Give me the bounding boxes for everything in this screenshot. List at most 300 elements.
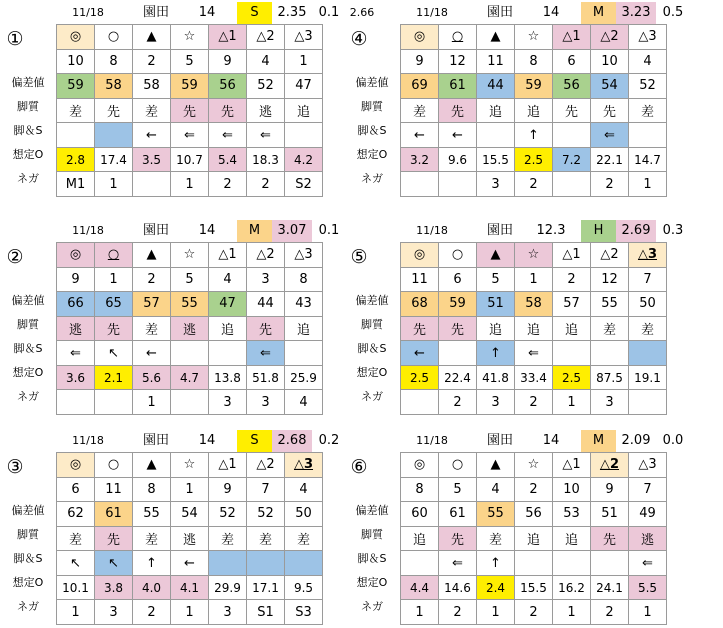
race-number: ② bbox=[6, 246, 24, 268]
row-label: 偏差値 bbox=[355, 504, 389, 517]
row-label: 脚質 bbox=[17, 100, 39, 113]
race-venue: 園田 bbox=[142, 433, 169, 448]
race-header bbox=[400, 430, 720, 452]
negative-cell: 3 bbox=[477, 172, 515, 197]
mark-cell: △1 bbox=[553, 453, 591, 478]
min-value: 0.5 bbox=[662, 5, 684, 20]
leg-speed-cell: ← bbox=[401, 341, 439, 366]
horse-number-cell: 1 bbox=[95, 267, 133, 292]
leg-speed-cell: ↑ bbox=[133, 551, 171, 576]
leg-speed-cell bbox=[171, 341, 209, 366]
running-style-cell: 追 bbox=[209, 316, 247, 341]
score-cell: 52 bbox=[629, 74, 667, 99]
field-size: 14 bbox=[198, 5, 216, 20]
running-style-cell: 追 bbox=[285, 316, 323, 341]
race-grade: S bbox=[237, 2, 272, 24]
horse-number-cell: 2 bbox=[133, 49, 171, 74]
score-cell: 62 bbox=[57, 502, 95, 527]
mark-cell: △3 bbox=[285, 243, 323, 268]
mark-cell: ○ bbox=[95, 243, 133, 268]
expected-odds-cell: 87.5 bbox=[591, 365, 629, 390]
race-grade: M bbox=[581, 430, 616, 452]
expected-odds-cell: 2.1 bbox=[95, 365, 133, 390]
score-cell: 57 bbox=[553, 292, 591, 317]
score-cell: 58 bbox=[95, 74, 133, 99]
expected-odds-cell: 3.2 bbox=[401, 147, 439, 172]
row-label: ネガ bbox=[361, 390, 383, 403]
running-style-cell: 差 bbox=[209, 526, 247, 551]
expected-odds-cell: 3.6 bbox=[57, 365, 95, 390]
mark-cell: △2 bbox=[247, 453, 285, 478]
leg-speed-cell: ← bbox=[439, 123, 477, 148]
min-value: 0.1 bbox=[318, 5, 340, 20]
horse-number-cell: 11 bbox=[95, 477, 133, 502]
running-style-cell: 追 bbox=[515, 98, 553, 123]
expected-odds-cell: 2.5 bbox=[401, 365, 439, 390]
row-label: 脚質 bbox=[361, 318, 383, 331]
extra-value bbox=[689, 220, 723, 242]
running-style-cell: 差 bbox=[57, 98, 95, 123]
negative-cell bbox=[401, 172, 439, 197]
min-value: 0.3 bbox=[662, 223, 684, 238]
mark-cell: ▲ bbox=[477, 25, 515, 50]
score-cell: 55 bbox=[171, 292, 209, 317]
running-style-cell: 差 bbox=[133, 316, 171, 341]
odds-value: 2.68 bbox=[272, 430, 312, 452]
leg-speed-cell bbox=[553, 123, 591, 148]
score-cell: 57 bbox=[133, 292, 171, 317]
score-cell: 58 bbox=[133, 74, 171, 99]
expected-odds-cell: 41.8 bbox=[477, 365, 515, 390]
mark-cell: ☆ bbox=[171, 453, 209, 478]
leg-speed-cell: ← bbox=[401, 123, 439, 148]
mark-cell: ◎ bbox=[57, 243, 95, 268]
running-style-cell: 差 bbox=[591, 316, 629, 341]
horse-number-cell: 4 bbox=[247, 49, 285, 74]
mark-cell: △3 bbox=[629, 453, 667, 478]
expected-odds-cell: 13.8 bbox=[209, 365, 247, 390]
negative-cell: 2 bbox=[439, 390, 477, 415]
race-number: ⑤ bbox=[350, 246, 368, 268]
score-cell: 69 bbox=[401, 74, 439, 99]
score-cell: 59 bbox=[171, 74, 209, 99]
mark-cell: ○ bbox=[95, 25, 133, 50]
horse-number-cell: 7 bbox=[629, 477, 667, 502]
race-number: ⑥ bbox=[350, 456, 368, 478]
expected-odds-cell: 10.1 bbox=[57, 575, 95, 600]
expected-odds-cell: 9.6 bbox=[439, 147, 477, 172]
negative-cell: 4 bbox=[285, 390, 323, 415]
score-cell: 54 bbox=[591, 74, 629, 99]
leg-speed-cell bbox=[209, 341, 247, 366]
min-value: 0.2 bbox=[318, 433, 340, 448]
expected-odds-cell: 2.4 bbox=[477, 575, 515, 600]
score-cell: 56 bbox=[209, 74, 247, 99]
leg-speed-cell: ← bbox=[133, 341, 171, 366]
running-style-cell: 先 bbox=[95, 526, 133, 551]
race-grid bbox=[400, 242, 667, 415]
horse-number-cell: 11 bbox=[477, 49, 515, 74]
negative-cell: M1 bbox=[57, 172, 95, 197]
running-style-cell: 先 bbox=[591, 98, 629, 123]
running-style-cell: 先 bbox=[95, 316, 133, 341]
leg-speed-cell bbox=[285, 551, 323, 576]
score-cell: 52 bbox=[247, 502, 285, 527]
race-date: 11/18 bbox=[72, 224, 104, 237]
negative-cell: 1 bbox=[95, 172, 133, 197]
row-label: ネガ bbox=[17, 390, 39, 403]
race-grid bbox=[400, 452, 667, 625]
expected-odds-cell: 16.2 bbox=[553, 575, 591, 600]
mark-cell: ◎ bbox=[401, 453, 439, 478]
running-style-cell: 差 bbox=[401, 98, 439, 123]
horse-number-cell: 2 bbox=[515, 477, 553, 502]
expected-odds-cell: 33.4 bbox=[515, 365, 553, 390]
score-cell: 51 bbox=[591, 502, 629, 527]
horse-number-cell: 1 bbox=[285, 49, 323, 74]
expected-odds-cell: 5.5 bbox=[629, 575, 667, 600]
race-header bbox=[400, 2, 720, 24]
running-style-cell: 追 bbox=[515, 526, 553, 551]
negative-cell: 2 bbox=[515, 172, 553, 197]
negative-cell: 2 bbox=[515, 600, 553, 625]
score-cell: 51 bbox=[477, 292, 515, 317]
mark-cell: △2 bbox=[247, 25, 285, 50]
expected-odds-cell: 18.3 bbox=[247, 147, 285, 172]
running-style-cell: 先 bbox=[171, 98, 209, 123]
negative-cell: S3 bbox=[285, 600, 323, 625]
odds-value: 3.07 bbox=[272, 220, 312, 242]
running-style-cell: 差 bbox=[477, 526, 515, 551]
running-style-cell: 先 bbox=[553, 98, 591, 123]
mark-cell: △1 bbox=[553, 25, 591, 50]
race-panel bbox=[0, 2, 375, 198]
score-cell: 56 bbox=[553, 74, 591, 99]
race-header bbox=[400, 220, 720, 242]
leg-speed-cell: ↖ bbox=[57, 551, 95, 576]
expected-odds-cell: 17.4 bbox=[95, 147, 133, 172]
race-grid bbox=[56, 242, 323, 415]
leg-speed-cell: ⇐ bbox=[247, 123, 285, 148]
horse-number-cell: 10 bbox=[591, 49, 629, 74]
running-style-cell: 差 bbox=[133, 98, 171, 123]
horse-number-cell: 2 bbox=[553, 267, 591, 292]
mark-cell: ☆ bbox=[515, 243, 553, 268]
negative-cell: 1 bbox=[629, 600, 667, 625]
mark-cell: △3 bbox=[629, 243, 667, 268]
leg-speed-cell bbox=[591, 341, 629, 366]
race-grid bbox=[56, 24, 323, 197]
horse-number-cell: 1 bbox=[171, 477, 209, 502]
running-style-cell: 逃 bbox=[171, 316, 209, 341]
expected-odds-cell: 14.6 bbox=[439, 575, 477, 600]
score-cell: 50 bbox=[285, 502, 323, 527]
negative-cell bbox=[57, 390, 95, 415]
row-label: 偏差値 bbox=[11, 76, 45, 89]
row-label: 偏差値 bbox=[11, 294, 45, 307]
expected-odds-cell: 2.5 bbox=[553, 365, 591, 390]
horse-number-cell: 6 bbox=[439, 267, 477, 292]
negative-cell: 3 bbox=[95, 600, 133, 625]
score-cell: 49 bbox=[629, 502, 667, 527]
row-label: 偏差値 bbox=[11, 504, 45, 517]
running-style-cell: 先 bbox=[95, 98, 133, 123]
race-header bbox=[56, 430, 376, 452]
horse-number-cell: 5 bbox=[477, 267, 515, 292]
running-style-cell: 先 bbox=[439, 526, 477, 551]
race-venue: 園田 bbox=[486, 223, 513, 238]
leg-speed-cell: ↑ bbox=[477, 551, 515, 576]
negative-cell: 3 bbox=[209, 600, 247, 625]
expected-odds-cell: 19.1 bbox=[629, 365, 667, 390]
negative-cell: 3 bbox=[247, 390, 285, 415]
horse-number-cell: 5 bbox=[439, 477, 477, 502]
expected-odds-cell: 3.5 bbox=[133, 147, 171, 172]
negative-cell: 2 bbox=[439, 600, 477, 625]
mark-cell: △1 bbox=[209, 243, 247, 268]
race-date: 11/18 bbox=[72, 434, 104, 447]
score-cell: 60 bbox=[401, 502, 439, 527]
negative-cell: 2 bbox=[591, 172, 629, 197]
leg-speed-cell bbox=[95, 123, 133, 148]
odds-value: 3.23 bbox=[616, 2, 656, 24]
leg-speed-cell: ⇐ bbox=[591, 123, 629, 148]
expected-odds-cell: 4.1 bbox=[171, 575, 209, 600]
expected-odds-cell: 7.2 bbox=[553, 147, 591, 172]
negative-cell: 1 bbox=[401, 600, 439, 625]
running-style-cell: 差 bbox=[629, 98, 667, 123]
leg-speed-cell: ⇐ bbox=[209, 123, 247, 148]
horse-number-cell: 9 bbox=[209, 49, 247, 74]
expected-odds-cell: 4.2 bbox=[285, 147, 323, 172]
mark-cell: ☆ bbox=[515, 453, 553, 478]
row-label: 脚質 bbox=[17, 528, 39, 541]
expected-odds-cell: 5.6 bbox=[133, 365, 171, 390]
running-style-cell: 先 bbox=[591, 526, 629, 551]
horse-number-cell: 4 bbox=[629, 49, 667, 74]
horse-number-cell: 8 bbox=[285, 267, 323, 292]
mark-cell: ☆ bbox=[171, 25, 209, 50]
score-cell: 68 bbox=[401, 292, 439, 317]
score-cell: 61 bbox=[439, 502, 477, 527]
extra-value: 2.66 bbox=[349, 6, 375, 19]
horse-number-cell: 8 bbox=[95, 49, 133, 74]
race-header bbox=[56, 220, 376, 242]
score-cell: 56 bbox=[515, 502, 553, 527]
extra-value bbox=[689, 2, 723, 24]
leg-speed-cell: ↖ bbox=[95, 341, 133, 366]
mark-cell: ○ bbox=[439, 453, 477, 478]
running-style-cell: 逃 bbox=[171, 526, 209, 551]
min-value: 0.0 bbox=[662, 433, 684, 448]
leg-speed-cell bbox=[439, 341, 477, 366]
leg-speed-cell bbox=[629, 123, 667, 148]
running-style-cell: 追 bbox=[285, 98, 323, 123]
horse-number-cell: 1 bbox=[515, 267, 553, 292]
mark-cell: △2 bbox=[591, 453, 629, 478]
leg-speed-cell bbox=[57, 123, 95, 148]
leg-speed-cell bbox=[285, 341, 323, 366]
score-cell: 43 bbox=[285, 292, 323, 317]
running-style-cell: 追 bbox=[477, 98, 515, 123]
horse-number-cell: 9 bbox=[591, 477, 629, 502]
race-venue: 園田 bbox=[486, 433, 513, 448]
negative-cell: 3 bbox=[591, 390, 629, 415]
horse-number-cell: 5 bbox=[171, 267, 209, 292]
race-number: ④ bbox=[350, 28, 368, 50]
race-number: ① bbox=[6, 28, 24, 50]
mark-cell: ▲ bbox=[477, 453, 515, 478]
score-cell: 55 bbox=[133, 502, 171, 527]
negative-cell: 1 bbox=[133, 390, 171, 415]
leg-speed-cell: ⇐ bbox=[629, 551, 667, 576]
row-label: ネガ bbox=[361, 600, 383, 613]
horse-number-cell: 10 bbox=[57, 49, 95, 74]
horse-number-cell: 12 bbox=[439, 49, 477, 74]
score-cell: 66 bbox=[57, 292, 95, 317]
running-style-cell: 追 bbox=[477, 316, 515, 341]
horse-number-cell: 5 bbox=[171, 49, 209, 74]
race-panel bbox=[344, 2, 684, 198]
running-style-cell: 差 bbox=[133, 526, 171, 551]
leg-speed-cell bbox=[553, 551, 591, 576]
leg-speed-cell: ← bbox=[171, 551, 209, 576]
expected-odds-cell: 24.1 bbox=[591, 575, 629, 600]
expected-odds-cell: 22.1 bbox=[591, 147, 629, 172]
row-label: 脚質 bbox=[17, 318, 39, 331]
leg-speed-cell bbox=[209, 551, 247, 576]
negative-cell: 1 bbox=[477, 600, 515, 625]
field-size: 12.3 bbox=[536, 223, 566, 238]
score-cell: 61 bbox=[439, 74, 477, 99]
expected-odds-cell: 29.9 bbox=[209, 575, 247, 600]
running-style-cell: 差 bbox=[57, 526, 95, 551]
horse-number-cell: 6 bbox=[57, 477, 95, 502]
negative-cell: 3 bbox=[477, 390, 515, 415]
horse-number-cell: 8 bbox=[133, 477, 171, 502]
running-style-cell: 追 bbox=[401, 526, 439, 551]
expected-odds-cell: 4.4 bbox=[401, 575, 439, 600]
running-style-cell: 逃 bbox=[629, 526, 667, 551]
leg-speed-cell: ↖ bbox=[95, 551, 133, 576]
row-label: 想定O bbox=[12, 366, 44, 379]
negative-cell: 1 bbox=[57, 600, 95, 625]
leg-speed-cell: ⇐ bbox=[57, 341, 95, 366]
horse-number-cell: 4 bbox=[477, 477, 515, 502]
mark-cell: ☆ bbox=[171, 243, 209, 268]
horse-number-cell: 11 bbox=[401, 267, 439, 292]
row-label: 脚＆S bbox=[357, 124, 387, 137]
leg-speed-cell: ⇐ bbox=[247, 341, 285, 366]
negative-cell: 3 bbox=[209, 390, 247, 415]
row-label: 偏差値 bbox=[355, 76, 389, 89]
horse-number-cell: 7 bbox=[247, 477, 285, 502]
expected-odds-cell: 14.7 bbox=[629, 147, 667, 172]
running-style-cell: 先 bbox=[247, 316, 285, 341]
mark-cell: △3 bbox=[285, 25, 323, 50]
mark-cell: △2 bbox=[591, 25, 629, 50]
score-cell: 44 bbox=[247, 292, 285, 317]
score-cell: 59 bbox=[439, 292, 477, 317]
leg-speed-cell bbox=[515, 551, 553, 576]
horse-number-cell: 7 bbox=[629, 267, 667, 292]
row-label: 脚＆S bbox=[13, 124, 43, 137]
mark-cell: ▲ bbox=[133, 243, 171, 268]
score-cell: 59 bbox=[515, 74, 553, 99]
row-label: 想定O bbox=[356, 576, 388, 589]
horse-number-cell: 9 bbox=[209, 477, 247, 502]
negative-cell bbox=[553, 172, 591, 197]
field-size: 14 bbox=[198, 223, 216, 238]
score-cell: 50 bbox=[629, 292, 667, 317]
horse-number-cell: 4 bbox=[209, 267, 247, 292]
mark-cell: ▲ bbox=[133, 25, 171, 50]
mark-cell: △1 bbox=[209, 453, 247, 478]
negative-cell: 1 bbox=[629, 172, 667, 197]
row-label: ネガ bbox=[361, 172, 383, 185]
race-venue: 園田 bbox=[142, 223, 169, 238]
running-style-cell: 先 bbox=[439, 316, 477, 341]
expected-odds-cell: 3.8 bbox=[95, 575, 133, 600]
min-value: 0.1 bbox=[318, 223, 340, 238]
mark-cell: ○ bbox=[439, 25, 477, 50]
negative-cell: 2 bbox=[247, 172, 285, 197]
score-cell: 61 bbox=[95, 502, 133, 527]
leg-speed-cell bbox=[401, 551, 439, 576]
mark-cell: ◎ bbox=[57, 25, 95, 50]
row-label: 脚質 bbox=[361, 100, 383, 113]
negative-cell bbox=[401, 390, 439, 415]
leg-speed-cell: ⇐ bbox=[515, 341, 553, 366]
expected-odds-cell: 51.8 bbox=[247, 365, 285, 390]
horse-number-cell: 10 bbox=[553, 477, 591, 502]
leg-speed-cell bbox=[629, 341, 667, 366]
running-style-cell: 追 bbox=[553, 526, 591, 551]
running-style-cell: 先 bbox=[401, 316, 439, 341]
running-style-cell: 先 bbox=[209, 98, 247, 123]
row-label: 想定O bbox=[356, 148, 388, 161]
expected-odds-cell: 9.5 bbox=[285, 575, 323, 600]
race-panel bbox=[344, 220, 684, 416]
leg-speed-cell: ↑ bbox=[515, 123, 553, 148]
negative-cell: 2 bbox=[591, 600, 629, 625]
race-number: ③ bbox=[6, 456, 24, 478]
negative-cell: 1 bbox=[171, 600, 209, 625]
mark-cell: ☆ bbox=[515, 25, 553, 50]
mark-cell: △1 bbox=[209, 25, 247, 50]
expected-odds-cell: 2.8 bbox=[57, 147, 95, 172]
negative-cell: 1 bbox=[171, 172, 209, 197]
expected-odds-cell: 17.1 bbox=[247, 575, 285, 600]
score-cell: 47 bbox=[209, 292, 247, 317]
race-grid bbox=[56, 452, 323, 625]
race-date: 11/18 bbox=[416, 434, 448, 447]
negative-cell bbox=[439, 172, 477, 197]
extra-value bbox=[689, 430, 723, 452]
race-date: 11/18 bbox=[72, 6, 104, 19]
negative-cell bbox=[629, 390, 667, 415]
mark-cell: △1 bbox=[553, 243, 591, 268]
row-label: 脚＆S bbox=[13, 552, 43, 565]
running-style-cell: 先 bbox=[439, 98, 477, 123]
race-grid bbox=[400, 24, 667, 197]
leg-speed-cell bbox=[553, 341, 591, 366]
odds-value: 2.09 bbox=[621, 433, 651, 448]
score-cell: 47 bbox=[285, 74, 323, 99]
negative-cell bbox=[133, 172, 171, 197]
race-grade: M bbox=[237, 220, 272, 242]
field-size: 14 bbox=[198, 433, 216, 448]
